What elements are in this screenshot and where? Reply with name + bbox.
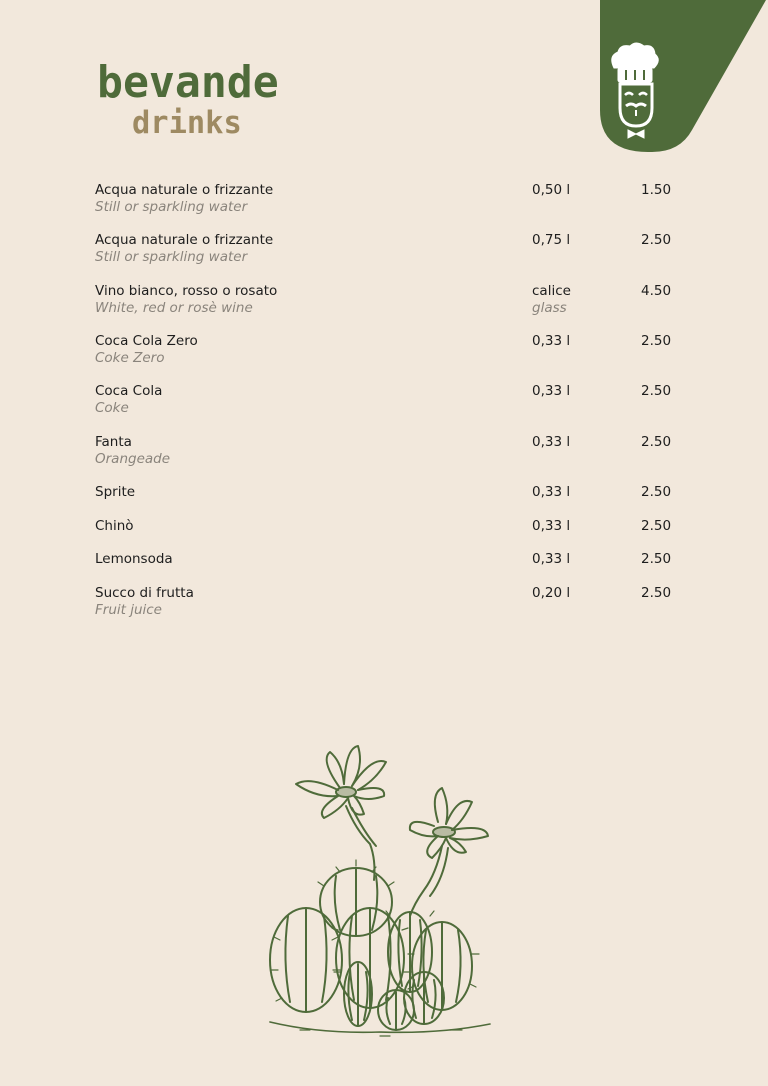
item-price: 2.50 (641, 434, 672, 450)
item-price: 2.50 (641, 232, 672, 248)
item-name: Chinò (95, 518, 134, 534)
menu-item (95, 282, 695, 332)
item-volume: 0,33 l (532, 383, 571, 399)
item-volume: 0,20 l (532, 585, 571, 601)
item-name: Vino bianco, rosso o rosato (95, 283, 278, 299)
menu-title: bevande (97, 57, 279, 108)
item-price: 2.50 (641, 518, 672, 534)
item-volume: 0,33 l (532, 518, 571, 534)
item-name: Acqua naturale o frizzante (95, 232, 274, 248)
item-price: 2.50 (641, 333, 672, 349)
item-name: Sprite (95, 484, 136, 500)
item-price: 2.50 (641, 383, 672, 399)
menu-item (95, 433, 695, 483)
item-translation: Still or sparkling water (95, 199, 248, 215)
menu-title-block (97, 57, 282, 141)
item-volume: 0,33 l (532, 434, 571, 450)
menu-subtitle: drinks (132, 105, 242, 141)
item-name: Lemonsoda (95, 551, 173, 567)
item-name: Fanta (95, 434, 132, 450)
menu-item (95, 584, 695, 624)
item-translation: Coke (95, 400, 129, 416)
item-price: 2.50 (641, 484, 672, 500)
cactus-illustration (260, 740, 510, 1040)
item-volume: 0,33 l (532, 484, 571, 500)
item-translation: Coke Zero (95, 350, 165, 366)
flower-left (296, 746, 386, 880)
item-volume: 0,33 l (532, 551, 571, 567)
item-name: Acqua naturale o frizzante (95, 182, 274, 198)
item-name: Coca Cola (95, 383, 163, 399)
item-translation: White, red or rosè wine (95, 300, 253, 316)
corner-logo (600, 0, 768, 160)
menu-item (95, 332, 695, 382)
item-volume: 0,75 l (532, 232, 571, 248)
item-price: 2.50 (641, 551, 672, 567)
item-price: 2.50 (641, 585, 672, 601)
item-name: Succo di frutta (95, 585, 194, 601)
drinks-list (95, 181, 695, 624)
item-volume: calice (532, 283, 571, 299)
menu-item (95, 517, 695, 550)
menu-item (95, 550, 695, 584)
flower-right (410, 788, 488, 916)
item-volume: 0,50 l (532, 182, 571, 198)
item-volume: 0,33 l (532, 333, 571, 349)
menu-item (95, 382, 695, 433)
menu-item (95, 181, 695, 231)
item-volume-translation: glass (532, 300, 567, 316)
menu-item (95, 231, 695, 282)
item-price: 4.50 (641, 283, 672, 299)
menu-item (95, 483, 695, 517)
item-translation: Still or sparkling water (95, 249, 248, 265)
item-translation: Fruit juice (95, 602, 162, 618)
item-translation: Orangeade (95, 451, 171, 467)
item-price: 1.50 (641, 182, 672, 198)
item-name: Coca Cola Zero (95, 333, 198, 349)
